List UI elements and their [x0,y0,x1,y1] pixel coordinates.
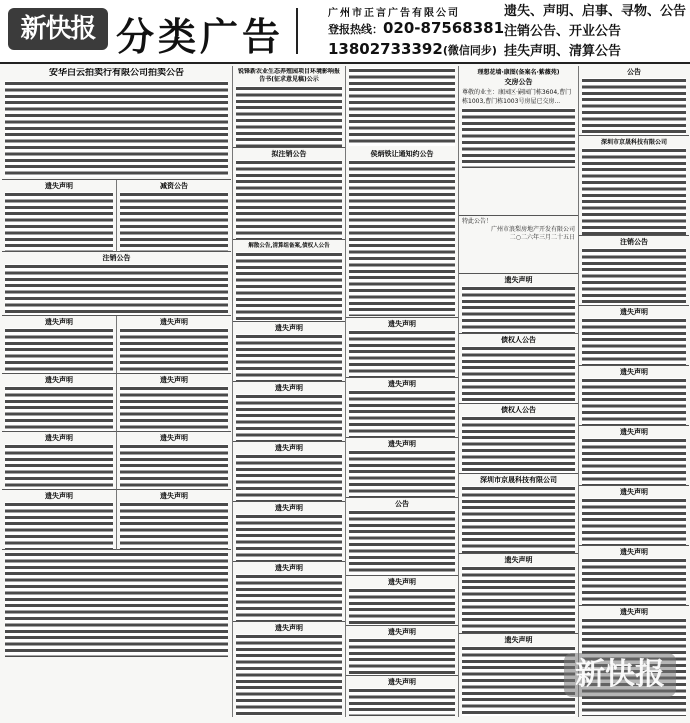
ad-body-text [5,328,113,374]
ad-body-text [349,68,455,146]
service-line-1: 遗失、声明、启事、寻物、公告 [504,4,687,19]
ad-headline: 深圳市京晟科技有限公司 [480,476,557,484]
ad-body-text [582,438,686,486]
ad-block [346,498,458,576]
ad-block [459,66,578,216]
ad-headline: 遗失声明 [388,380,416,388]
ad-headline: 遗失声明 [275,444,303,452]
ad-body-text [349,588,455,626]
ad-headline: 遗失声明 [620,488,648,496]
ad-headline: 遗失声明 [275,624,303,632]
ad-headline: 注销公告 [102,254,131,262]
ad-block [233,382,345,442]
ad-block [116,490,231,550]
ad-block [2,252,231,316]
ad-headline: 遗失声明 [45,182,73,190]
ad-body-text [582,78,686,136]
ad-body-text [349,688,455,716]
ad-body-text [236,334,342,382]
ad-headline: 注销公告 [620,238,648,246]
ad-body-text [5,444,113,490]
ad-sign-2: 广州市浪梨房地产开发有限公司 [490,226,575,233]
ad-body-text [236,252,342,322]
ad-block [2,180,116,252]
mobile-number: 13802733392 [328,40,443,58]
ad-body-text [236,454,342,502]
ad-headline: 遗失声明 [45,434,73,442]
ad-body-text [5,386,113,432]
ad-body-text [462,286,575,334]
company-name: 广州市正言广告有限公司 [328,8,460,19]
ad-block [116,316,231,374]
ad-headline: 债权人公告 [501,406,536,414]
ad-subheadline: 交房公告 [504,78,533,86]
newspaper-logo: 新快报 [8,8,108,50]
ad-headline: 遗失声明 [45,492,73,500]
ad-body-text [582,318,686,366]
ad-headline: 遗失声明 [620,548,648,556]
ad-block [459,404,578,474]
ad-block [459,216,578,274]
ad-block [2,550,231,659]
ad-headline: 遗失声明 [504,556,533,564]
ad-block [579,306,689,366]
ad-headline: 深圳市京晟科技有限公司 [600,139,667,146]
ad-block [459,474,578,554]
ad-headline: 锐锋新农业生态养殖园项目环境影响报告书(征求意见稿)公示 [237,68,340,83]
ad-block [233,622,345,717]
service-line-3: 挂失声明、清算公告 [504,44,622,59]
ad-block [579,236,689,306]
ad-headline: 遗失声明 [620,308,648,316]
ad-block [2,316,116,374]
ad-body-text [236,574,342,622]
ad-body-text [582,248,686,306]
ad-body-text [349,510,455,576]
ad-headline: 解散公告,清算组备案,债权人公告 [248,243,330,249]
mobile-note: (微信同步) [442,44,497,57]
ad-block [2,374,116,432]
ad-headline: 侯炳铁让通知约公告 [370,150,434,158]
ad-block [579,66,689,136]
ad-body-text [236,86,342,148]
column-5 [458,66,578,717]
ad-headline: 遗失声明 [160,376,188,384]
ad-body-text [236,634,342,716]
ad-body-text [5,264,228,316]
ad-body-text [349,390,455,438]
ad-block [459,334,578,404]
ad-headline: 遗失声明 [45,376,73,384]
ad-body-text [5,192,113,252]
ad-block [346,66,458,148]
ad-headline: 遗失声明 [45,318,73,326]
ad-block [233,442,345,502]
ad-headline: 拟注销公告 [271,150,307,158]
ad-block [116,374,231,432]
ad-body-text [349,638,455,676]
ad-headline: 公告 [627,68,641,76]
ad-headline: 遗失声明 [620,608,648,616]
column-1 [2,66,231,717]
ad-block [233,502,345,562]
hotline [328,19,504,37]
ad-headline: 遗失声明 [275,324,303,332]
ad-headline: 债权人公告 [501,336,536,344]
ad-body-text [120,386,228,432]
ad-block [2,490,116,550]
ad-body-text [120,192,228,252]
ad-body-text [236,160,342,240]
ad-block [233,66,345,148]
ad-headline: 遗失声明 [160,492,188,500]
ad-headline: 遗失声明 [388,678,416,686]
ad-block [116,432,231,490]
ad-block [579,546,689,606]
ad-body-text [349,330,455,378]
ad-block [579,426,689,486]
hotline-label: 登报热线： [328,23,383,36]
ad-headline: 遗失声明 [504,276,533,284]
ad-block [2,66,231,180]
ad-body-text [462,646,575,716]
mobile [328,40,497,58]
ad-sign-3: 二○二六年三月二十五日 [509,234,575,241]
ad-headline: 遗失声明 [275,564,303,572]
ad-body-text [120,502,228,550]
ad-body-text [582,148,686,236]
ad-body-text [5,81,228,177]
ad-headline: 遗失声明 [388,440,416,448]
ad-headline: 遗失声明 [275,384,303,392]
ad-block [233,322,345,382]
page-header [0,0,690,64]
ad-block [579,366,689,426]
ad-headline: 遗失声明 [620,368,648,376]
ad-headline: 遗失声明 [504,636,533,644]
ad-block [459,274,578,334]
column-2 [232,66,345,717]
ad-body-text [462,416,575,474]
hotline-number: 020-87568381 [383,19,505,37]
ad-headline: 遗失声明 [620,428,648,436]
ad-body-text [462,346,575,404]
ad-block [346,318,458,378]
ad-headline: 安华白云拍卖行有限公司拍卖公告 [48,68,184,78]
ad-headline: 公告 [395,500,409,508]
ad-body-text [120,328,228,374]
ad-block [346,576,458,626]
ad-body-text [582,558,686,606]
ad-sign-1: 特此公告！ [462,218,493,225]
service-line-2: 注销公告、开业公告 [504,24,622,39]
ad-block [346,148,458,318]
ad-block [459,634,578,717]
ad-block [346,626,458,676]
ad-block [579,136,689,236]
ad-headline: 遗失声明 [388,320,416,328]
ad-body-text [5,552,228,657]
ad-body-text [120,444,228,490]
ad-body-text: 尊敬的业主：康园区·嗣园门栋3604,曹门栋1003,曹门栋1003号房屋已交房... [462,89,572,105]
ad-body-lines [462,108,575,168]
ad-body-text [582,498,686,546]
ad-block [2,432,116,490]
ad-block [346,438,458,498]
ad-block [579,486,689,546]
ad-block [459,554,578,634]
header-divider [296,8,298,54]
ad-body-text [5,502,113,550]
ad-body-text [462,486,575,554]
service-list [504,2,690,62]
ad-block [233,562,345,622]
ad-block [116,180,231,252]
ad-block [233,240,345,322]
ad-body-text [582,378,686,426]
newspaper-watermark-logo: 新快报 [564,653,676,697]
ad-body-text [236,514,342,562]
ad-headline: 遗失声明 [388,628,416,636]
ad-body-text [349,450,455,498]
ad-headline: 理想花墙·康图(备案名·紫薇苑) [477,69,560,76]
ad-headline: 遗失声明 [160,318,188,326]
ad-headline: 遗失声明 [388,578,416,586]
section-title: 分类广告 [116,14,285,59]
ad-headline: 减资公告 [160,182,188,190]
column-3 [345,66,458,717]
ad-headline: 遗失声明 [160,434,188,442]
ad-block [346,378,458,438]
ad-body-text [462,566,575,634]
column-6 [578,66,689,717]
ad-body-text [236,394,342,442]
ad-headline: 遗失声明 [275,504,303,512]
ad-body-text [349,160,455,316]
ad-block [346,676,458,717]
ad-block [233,148,345,240]
